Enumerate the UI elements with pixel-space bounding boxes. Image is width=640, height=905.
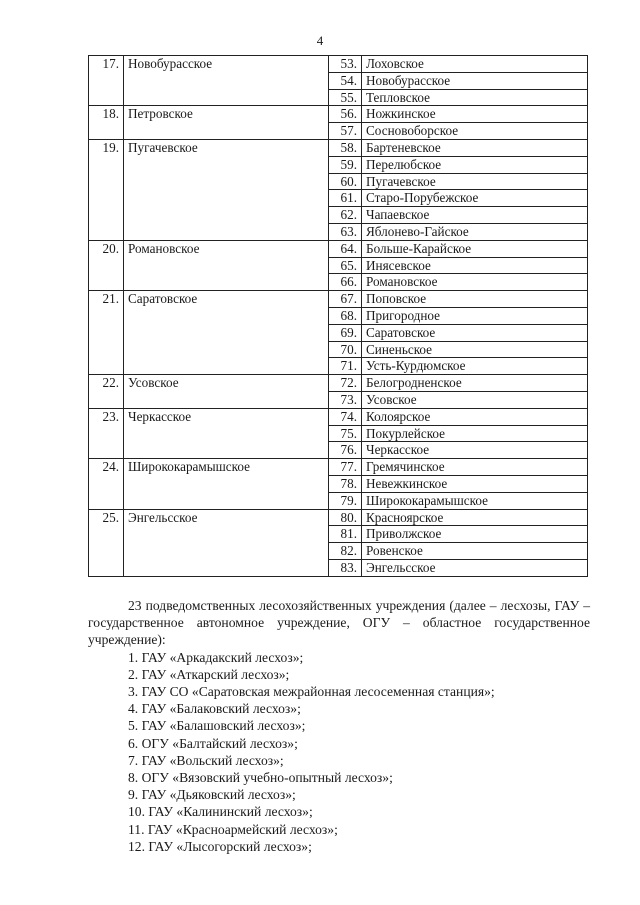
district-number: 24. [89, 459, 124, 509]
forestry-name: Лоховское [362, 56, 588, 73]
district-number: 19. [89, 139, 124, 240]
forestry-number: 74. [329, 408, 362, 425]
list-item: 4. ГАУ «Балаковский лесхоз»; [128, 701, 301, 717]
forestry-number: 79. [329, 492, 362, 509]
forestry-number: 70. [329, 341, 362, 358]
forestry-name: Колоярское [362, 408, 588, 425]
district-number: 20. [89, 240, 124, 290]
district-number: 21. [89, 291, 124, 375]
forestry-number: 58. [329, 139, 362, 156]
forestry-number: 77. [329, 459, 362, 476]
list-item: 9. ГАУ «Дьяковский лесхоз»; [128, 787, 296, 803]
list-item: 8. ОГУ «Вязовский учебно-опытный лесхоз»; [128, 770, 393, 786]
table-row [89, 139, 588, 156]
forestry-number: 66. [329, 274, 362, 291]
table-row [89, 408, 588, 425]
district-number: 18. [89, 106, 124, 140]
forestry-table [88, 55, 588, 577]
forestry-number: 82. [329, 543, 362, 560]
district-name: Черкасское [124, 408, 329, 458]
district-name: Саратовское [124, 291, 329, 375]
list-item: 3. ГАУ СО «Саратовская межрайонная лесосеменная станция»; [128, 684, 495, 700]
forestry-name: Ширококарамышское [362, 492, 588, 509]
forestry-name: Инясевское [362, 257, 588, 274]
forestry-number: 65. [329, 257, 362, 274]
table-row [89, 240, 588, 257]
body-text [88, 597, 590, 855]
table-row [89, 56, 588, 73]
district-number: 25. [89, 509, 124, 576]
forestry-name: Тепловское [362, 89, 588, 106]
forestry-number: 72. [329, 375, 362, 392]
forestry-number: 67. [329, 291, 362, 308]
forestry-number: 55. [329, 89, 362, 106]
district-name: Романовское [124, 240, 329, 290]
forestry-number: 69. [329, 324, 362, 341]
district-name: Усовское [124, 375, 329, 409]
list-item: 5. ГАУ «Балашовский лесхоз»; [128, 718, 306, 734]
forestry-number: 64. [329, 240, 362, 257]
list-item: 2. ГАУ «Аткарский лесхоз»; [128, 666, 290, 682]
forestry-table-body [89, 56, 588, 577]
list-item: 10. ГАУ «Калининский лесхоз»; [128, 804, 313, 820]
forestry-number: 80. [329, 509, 362, 526]
intro-paragraph: 23 подведомственных лесохозяйственных учреждения (далее – лесхозы, ГАУ – государственное автономное учреждение, ОГУ – областное государственное учреждение): [88, 598, 590, 648]
forestry-name: Белогродненское [362, 375, 588, 392]
district-number: 23. [89, 408, 124, 458]
district-number: 22. [89, 375, 124, 409]
table-row [89, 106, 588, 123]
list-item: 11. ГАУ «Красноармейский лесхоз»; [128, 821, 338, 837]
forestry-number: 54. [329, 72, 362, 89]
forestry-name: Саратовское [362, 324, 588, 341]
forestry-name: Сосновоборское [362, 123, 588, 140]
leskhoz-list [88, 649, 590, 855]
forestry-name: Чапаевское [362, 207, 588, 224]
forestry-number: 75. [329, 425, 362, 442]
forestry-number: 59. [329, 156, 362, 173]
forestry-number: 61. [329, 190, 362, 207]
district-name: Пугачевское [124, 139, 329, 240]
forestry-name: Больше-Карайское [362, 240, 588, 257]
forestry-number: 60. [329, 173, 362, 190]
page-number: 4 [316, 33, 324, 48]
forestry-name: Яблонево-Гайское [362, 223, 588, 240]
forestry-name: Перелюбское [362, 156, 588, 173]
forestry-number: 83. [329, 559, 362, 576]
district-number: 17. [89, 56, 124, 106]
forestry-number: 76. [329, 442, 362, 459]
forestry-number: 81. [329, 526, 362, 543]
forestry-number: 53. [329, 56, 362, 73]
forestry-name: Усть-Курдюмское [362, 358, 588, 375]
district-name: Ширококарамышское [124, 459, 329, 509]
forestry-number: 63. [329, 223, 362, 240]
forestry-name: Энгельсское [362, 559, 588, 576]
list-item: 7. ГАУ «Вольский лесхоз»; [128, 752, 284, 768]
forestry-number: 73. [329, 391, 362, 408]
table-row [89, 291, 588, 308]
forestry-name: Старо-Порубежское [362, 190, 588, 207]
forestry-name: Усовское [362, 391, 588, 408]
forestry-name: Пугачевское [362, 173, 588, 190]
forestry-name: Ровенское [362, 543, 588, 560]
list-item: 12. ГАУ «Лысогорский лесхоз»; [128, 838, 312, 854]
table-row [89, 459, 588, 476]
forestry-name: Невежкинское [362, 475, 588, 492]
forestry-name: Покурлейское [362, 425, 588, 442]
forestry-name: Черкасское [362, 442, 588, 459]
forestry-name: Пригородное [362, 307, 588, 324]
forestry-number: 68. [329, 307, 362, 324]
forestry-number: 78. [329, 475, 362, 492]
district-name: Энгельсское [124, 509, 329, 576]
forestry-name: Романовское [362, 274, 588, 291]
table-row [89, 375, 588, 392]
forestry-name: Новобурасское [362, 72, 588, 89]
forestry-name: Поповское [362, 291, 588, 308]
forestry-number: 62. [329, 207, 362, 224]
list-item: 1. ГАУ «Аркадакский лесхоз»; [128, 649, 304, 665]
forestry-name: Бартеневское [362, 139, 588, 156]
list-item: 6. ОГУ «Балтайский лесхоз»; [128, 735, 298, 751]
table-row [89, 509, 588, 526]
district-name: Петровское [124, 106, 329, 140]
forestry-name: Гремячинское [362, 459, 588, 476]
forestry-name: Синеньское [362, 341, 588, 358]
forestry-number: 56. [329, 106, 362, 123]
forestry-name: Красноярское [362, 509, 588, 526]
forestry-name: Ножкинское [362, 106, 588, 123]
forestry-number: 71. [329, 358, 362, 375]
forestry-name: Приволжское [362, 526, 588, 543]
forestry-number: 57. [329, 123, 362, 140]
district-name: Новобурасское [124, 56, 329, 106]
